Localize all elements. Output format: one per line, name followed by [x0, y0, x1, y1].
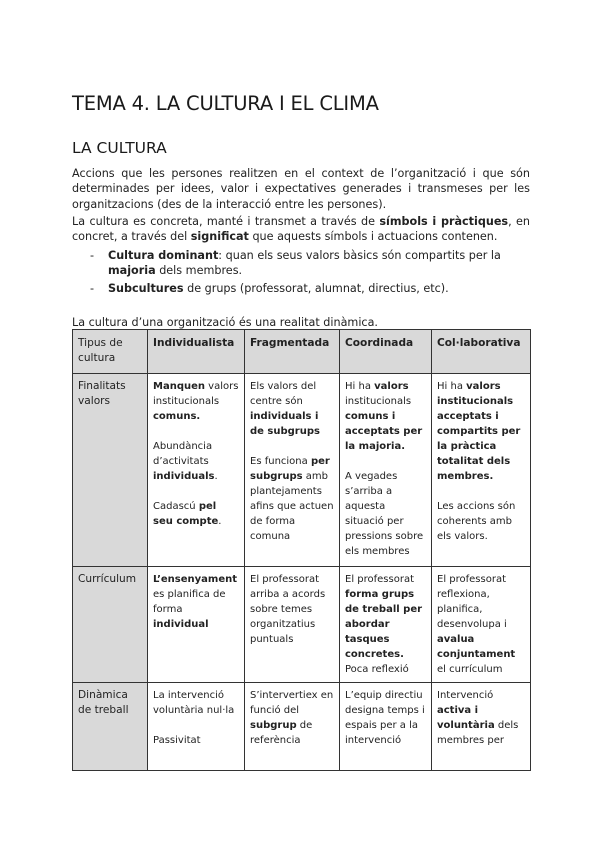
bold-text: per subgrups [250, 456, 330, 482]
text: , en concret, a través del [72, 215, 530, 244]
bullet-dash: - [90, 249, 95, 262]
table-caption: La cultura d’una organització és una realitat dinàmica. [72, 316, 378, 329]
column-header: Tipus de cultura [73, 330, 148, 374]
text: Poca reflexió [345, 664, 409, 675]
table-cell [245, 567, 340, 683]
column-header: Col·laborativa [432, 330, 531, 374]
table-cell [340, 683, 432, 771]
bold-text: individuals [153, 471, 215, 482]
paragraph-definition: Accions que les persones realitzen en el context de l’organització i que són determinades per idees, valor i expectatives generades i transmeses per les organitzacions (des de la interacció entre les persones). [72, 167, 530, 211]
bold-text: símbols i pràctiques [379, 215, 509, 228]
text: Hi ha [345, 381, 375, 392]
text: . [214, 471, 218, 482]
table-cell [148, 567, 245, 683]
row-header: Currículum [73, 567, 148, 683]
table-cell [432, 374, 531, 567]
text: de grups (professorat, alumnat, directius, etc). [183, 281, 449, 295]
text: El professorat reflexiona, planifica, desenvolupa i [437, 574, 507, 630]
table-cell [340, 567, 432, 683]
text: amb plantejaments afins que actuen de forma comuna [250, 471, 334, 542]
text: valors institucionals [153, 381, 239, 407]
page-title: TEMA 4. LA CULTURA I EL CLIMA [72, 92, 379, 115]
row-header: Finalitats valors [73, 374, 148, 567]
text: que aquests símbols i actuacions contenen. [248, 230, 498, 244]
culture-types-list [86, 248, 530, 298]
table-cell [340, 374, 432, 567]
paragraph-concretion [72, 214, 530, 245]
culture-types-table [72, 329, 531, 771]
column-header: Coordinada [340, 330, 432, 374]
spacer [153, 484, 239, 499]
text: Abundància d’activitats [153, 441, 213, 467]
row-header: Dinàmica de treball [73, 683, 148, 771]
bold-text: individual [153, 619, 209, 630]
bold-text: Subcultures [108, 281, 184, 295]
table-cell [148, 374, 245, 567]
text: Passivitat [153, 735, 201, 746]
bold-text: majoria [108, 264, 156, 278]
bold-text: significat [190, 230, 249, 244]
text: dels membres per [437, 720, 519, 746]
text: dels membres. [155, 264, 243, 278]
bold-text: Manquen [153, 381, 205, 392]
text: A vegades s’arriba a aquesta situació per pressions sobre els membres [345, 471, 424, 557]
text: La cultura es concreta, manté i transmet a través de [72, 215, 380, 228]
column-header: Individualista [148, 330, 245, 374]
spacer [153, 718, 239, 733]
spacer [437, 484, 525, 499]
text: institucionals [345, 396, 412, 407]
bold-text: comuns i acceptats per la majoria. [345, 411, 423, 452]
bold-text: comuns. [153, 411, 201, 422]
bold-text: individuals i de subgrups [250, 411, 320, 437]
list-item [86, 248, 530, 279]
list-item [86, 281, 530, 296]
text: el currículum [437, 664, 503, 675]
table-row [73, 683, 531, 771]
table-cell [432, 567, 531, 683]
text: El professorat arriba a acords sobre temes organitzatius puntuals [250, 574, 326, 645]
spacer [250, 439, 334, 454]
text: : quan els seus valors bàsics són compartits per la [218, 249, 501, 262]
table-row [73, 374, 531, 567]
bold-text: valors [374, 381, 409, 392]
spacer [153, 424, 239, 439]
bold-text: forma grups de treball per abordar tasques concretes. [345, 589, 423, 660]
table-row [73, 567, 531, 683]
bold-text: L’ensenyament [153, 574, 237, 585]
spacer [345, 454, 426, 469]
bold-text: valors institucionals acceptats i compartits per la pràctica totalitat dels membres. [437, 381, 521, 482]
text: Es funciona [250, 456, 311, 467]
text: . [218, 516, 222, 527]
text: Cadascú [153, 501, 199, 512]
bullet-dash: - [90, 281, 95, 295]
section-heading: LA CULTURA [72, 139, 167, 157]
text: es planifica de forma [153, 589, 226, 615]
table-cell [432, 683, 531, 771]
text: Les accions són coherents amb els valors. [437, 501, 516, 542]
table-cell [245, 374, 340, 567]
text: El professorat [345, 574, 415, 585]
text: de referència [250, 720, 313, 746]
text: Els valors del centre són [250, 381, 317, 407]
text: La intervenció voluntària nul·la [153, 690, 235, 716]
bold-text: subgrup [250, 720, 297, 731]
text: L’equip directiu designa temps i espais per a la intervenció [345, 690, 425, 746]
table-cell [245, 683, 340, 771]
column-header: Fragmentada [245, 330, 340, 374]
bold-text: pel seu compte [153, 501, 219, 527]
table-cell [148, 683, 245, 771]
text: Intervenció [437, 690, 494, 701]
bold-text: activa i voluntària [437, 705, 495, 731]
text: Hi ha [437, 381, 467, 392]
bold-text: Cultura dominant [108, 249, 219, 262]
text: S’intervertiex en funció del [250, 690, 334, 716]
table-header-row [73, 330, 531, 374]
bold-text: avalua conjuntament [437, 634, 516, 660]
